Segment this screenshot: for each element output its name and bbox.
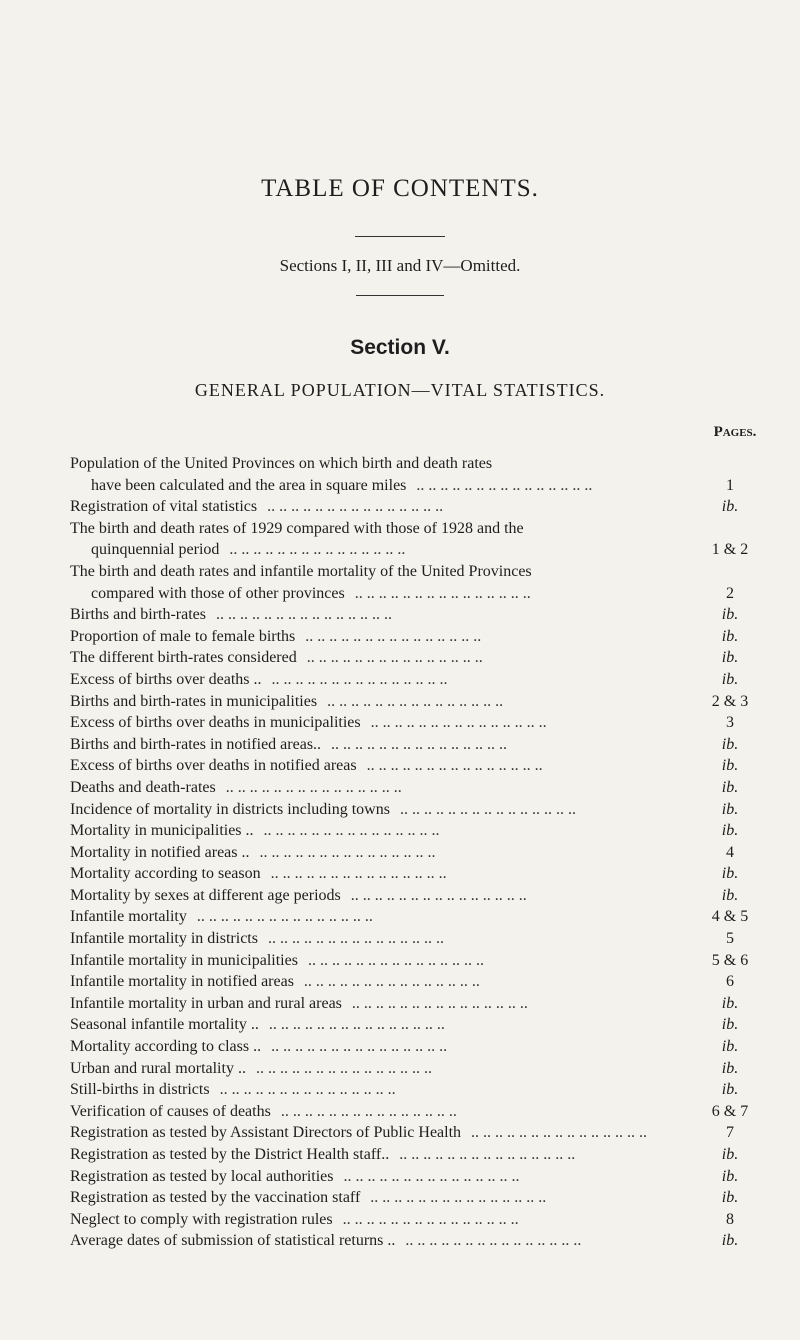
toc-entry-line	[0, 712, 800, 734]
toc-entry-line	[0, 669, 800, 691]
dot-leader: .. .. .. .. .. .. .. .. .. .. .. .. .. .. ..	[280, 1102, 457, 1120]
toc-entry-title: Registration as tested by Assistant Directors of Public Health	[70, 1124, 462, 1142]
toc-entry-page: ib.	[721, 994, 739, 1012]
dot-leader: .. .. .. .. .. .. .. .. .. .. .. .. .. .. ..	[263, 822, 440, 840]
toc-entry-page: 8	[726, 1210, 734, 1228]
toc-entry	[0, 993, 800, 1015]
toc-entry-page: 2	[726, 584, 734, 602]
toc-entry-line	[0, 1101, 800, 1123]
toc-entry	[0, 1209, 800, 1231]
toc-entry-title: Mortality in municipalities ..	[70, 822, 254, 840]
toc-entry-title: Registration as tested by the vaccination staff	[70, 1189, 361, 1207]
toc-entry-line	[0, 496, 800, 518]
toc-entry-page: ib.	[721, 1081, 739, 1099]
toc-entry-line	[0, 647, 800, 669]
toc-entry-page: ib.	[721, 757, 739, 775]
toc-entry-line	[0, 1036, 800, 1058]
toc-entry-line	[0, 755, 800, 777]
toc-entry-title: The different birth-rates considered	[70, 649, 297, 667]
toc-entry-line	[0, 1079, 800, 1101]
toc-entry-title: Neglect to comply with registration rules	[70, 1210, 333, 1228]
toc-entry-title: have been calculated and the area in square miles	[91, 476, 407, 494]
toc-entry	[0, 626, 800, 648]
toc-entry	[0, 885, 800, 907]
dot-leader: .. .. .. .. .. .. .. .. .. .. .. .. .. .. ..	[307, 951, 484, 969]
dot-leader: .. .. .. .. .. .. .. .. .. .. .. .. .. .. ..	[405, 1232, 582, 1250]
toc-entry-title: Excess of births over deaths in municipalities	[70, 714, 361, 732]
toc-entry-title: Seasonal infantile mortality ..	[70, 1016, 259, 1034]
toc-entry-title: Mortality according to class ..	[70, 1038, 262, 1056]
toc-entry-line	[0, 626, 800, 648]
toc-entry-page: ib.	[721, 822, 739, 840]
dot-leader: .. .. .. .. .. .. .. .. .. .. .. .. .. .. ..	[343, 1167, 520, 1185]
toc-entry	[0, 647, 800, 669]
toc-entry	[0, 604, 800, 626]
toc-entry-title: Mortality by sexes at different age periods	[70, 886, 341, 904]
dot-leader: .. .. .. .. .. .. .. .. .. .. .. .. .. .. ..	[267, 930, 444, 948]
toc-entry-title: Population of the United Provinces on which birth and death rates	[70, 455, 493, 472]
toc-entry	[0, 453, 800, 496]
toc-entry-title: Infantile mortality in municipalities	[70, 951, 298, 969]
toc-entry	[0, 1230, 800, 1252]
divider-rule	[356, 295, 444, 296]
toc-entry	[0, 755, 800, 777]
toc-entry-page: ib.	[721, 649, 739, 667]
toc-entry-page: ib.	[721, 627, 739, 645]
toc-entry-line	[0, 1122, 800, 1144]
toc-entry	[0, 799, 800, 821]
toc-entry-title: Infantile mortality in notified areas	[70, 973, 294, 991]
toc-entry-line	[0, 1166, 800, 1188]
toc-entry	[0, 669, 800, 691]
page-title: TABLE OF CONTENTS.	[261, 175, 539, 202]
toc-entry-title: Registration of vital statistics	[70, 498, 258, 516]
toc-entry-line	[0, 1058, 800, 1080]
dot-leader: .. .. .. .. .. .. .. .. .. .. .. .. .. .. ..	[225, 778, 402, 796]
toc-entry-page: ib.	[721, 800, 739, 818]
toc-entry	[0, 820, 800, 842]
dot-leader: .. .. .. .. .. .. .. .. .. .. .. .. .. .. ..	[306, 649, 483, 667]
omitted-sections-note: Sections I, II, III and IV—Omitted.	[279, 256, 521, 275]
toc-entry-title: Infantile mortality in urban and rural areas	[70, 994, 342, 1012]
toc-entry	[0, 777, 800, 799]
toc-entry	[0, 691, 800, 713]
dot-leader: .. .. .. .. .. .. .. .. .. .. .. .. .. .. ..	[342, 1210, 519, 1228]
toc-entry-title: Incidence of mortality in districts including towns	[70, 800, 390, 818]
toc-entry-page: 5 & 6	[711, 951, 749, 969]
dot-leader: .. .. .. .. .. .. .. .. .. .. .. .. .. .. ..	[229, 541, 406, 559]
dot-leader: .. .. .. .. .. .. .. .. .. .. .. .. .. .. ..	[255, 1059, 432, 1077]
toc-entry-page: ib.	[721, 1038, 739, 1056]
toc-entry-title: Infantile mortality	[70, 908, 187, 926]
toc-entry-title: The birth and death rates and infantile mortality of the United Provinces	[70, 562, 532, 580]
toc-entry	[0, 561, 800, 604]
toc-entry-line	[0, 1209, 800, 1231]
toc-entry-page: 2 & 3	[711, 692, 749, 710]
toc-entry-line	[0, 885, 800, 907]
dot-leader: .. .. .. .. .. .. .. .. .. .. .. .. .. .. ..	[471, 1124, 648, 1142]
toc-entry-page: ib.	[721, 1189, 739, 1207]
toc-entry-title: Deaths and death-rates	[70, 778, 216, 796]
toc-entry-line	[0, 993, 800, 1015]
toc-entry-title: Urban and rural mortality ..	[70, 1059, 246, 1077]
toc-entry-line	[0, 1187, 800, 1209]
dot-leader: .. .. .. .. .. .. .. .. .. .. .. .. .. .. ..	[267, 498, 444, 516]
toc-entry-page: ib.	[721, 1146, 739, 1163]
toc-entry	[0, 734, 800, 756]
toc-entry-line	[0, 799, 800, 821]
toc-entry-page: 6 & 7	[711, 1102, 749, 1120]
toc-entry-title: compared with those of other provinces	[91, 584, 345, 602]
toc-entry-line	[0, 777, 800, 799]
toc-entry	[0, 1058, 800, 1080]
toc-entry-page: 3	[726, 714, 734, 732]
toc-entry-page: ib.	[721, 886, 739, 904]
toc-entry-page: ib.	[721, 1016, 739, 1034]
toc-entry-line	[0, 475, 800, 497]
toc-entry-line	[0, 691, 800, 713]
dot-leader: .. .. .. .. .. .. .. .. .. .. .. .. .. .. ..	[399, 800, 576, 818]
toc-entry-line	[0, 539, 800, 561]
pages-column-heading: Pages.	[713, 424, 757, 440]
section-subtitle: GENERAL POPULATION—VITAL STATISTICS.	[194, 380, 606, 400]
toc-entry-page: 5	[726, 930, 734, 948]
dot-leader: .. .. .. .. .. .. .. .. .. .. .. .. .. .. ..	[350, 886, 527, 904]
toc-entry-line	[0, 453, 800, 475]
toc-entry-page: ib.	[721, 778, 739, 796]
dot-leader: .. .. .. .. .. .. .. .. .. .. .. .. .. .. ..	[270, 865, 447, 883]
toc-entry	[0, 928, 800, 950]
toc-entry	[0, 863, 800, 885]
toc-entry-title: Registration as tested by the District Health staff..	[70, 1146, 390, 1163]
toc-entry	[0, 906, 800, 928]
dot-leader: .. .. .. .. .. .. .. .. .. .. .. .. .. .. ..	[271, 1038, 448, 1056]
toc-entry-title: Births and birth-rates in municipalities	[70, 692, 318, 710]
toc-entry-line	[0, 971, 800, 993]
toc-entry-line	[0, 604, 800, 626]
dot-leader: .. .. .. .. .. .. .. .. .. .. .. .. .. .. ..	[215, 606, 392, 624]
toc-entry-page: 6	[726, 973, 734, 991]
toc-entry	[0, 1014, 800, 1036]
toc-entry	[0, 496, 800, 518]
toc-entry-title: The birth and death rates of 1929 compared with those of 1928 and the	[70, 519, 524, 537]
toc-entry-title: Births and birth-rates	[70, 606, 206, 624]
dot-leader: .. .. .. .. .. .. .. .. .. .. .. .. .. .. ..	[351, 994, 528, 1012]
toc-entry-line	[0, 863, 800, 885]
toc-entry-line	[0, 561, 800, 583]
toc-entry-line	[0, 1230, 800, 1252]
dot-leader: .. .. .. .. .. .. .. .. .. .. .. .. .. .. ..	[416, 476, 593, 494]
dot-leader: .. .. .. .. .. .. .. .. .. .. .. .. .. .. ..	[271, 670, 448, 688]
toc-entry	[0, 712, 800, 734]
toc-entry-line	[0, 906, 800, 928]
toc-entry-page: 1	[726, 476, 734, 494]
toc-entry-line	[0, 518, 800, 540]
toc-entry-title: Mortality in notified areas ..	[70, 843, 250, 861]
toc-entry-page: 4 & 5	[711, 908, 749, 926]
contents-list	[0, 453, 800, 1252]
toc-entry-page: ib.	[721, 606, 739, 624]
toc-entry-page: 7	[726, 1124, 734, 1142]
toc-entry	[0, 950, 800, 972]
toc-entry	[0, 1166, 800, 1188]
toc-entry	[0, 842, 800, 864]
toc-entry-page: ib.	[721, 1232, 739, 1250]
dot-leader: .. .. .. .. .. .. .. .. .. .. .. .. .. .. ..	[196, 908, 373, 926]
dot-leader: .. .. .. .. .. .. .. .. .. .. .. .. .. .. ..	[219, 1081, 396, 1099]
toc-entry-page: 4	[726, 843, 734, 861]
toc-entry	[0, 971, 800, 993]
toc-entry-title: Still-births in districts	[70, 1081, 210, 1099]
dot-leader: .. .. .. .. .. .. .. .. .. .. .. .. .. .. ..	[259, 843, 436, 861]
toc-entry-line	[0, 583, 800, 605]
toc-entry	[0, 1036, 800, 1058]
dot-leader: .. .. .. .. .. .. .. .. .. .. .. .. .. .. ..	[370, 714, 547, 732]
toc-entry-line	[0, 734, 800, 756]
toc-entry-title: Proportion of male to female births	[70, 627, 296, 645]
toc-entry-title: Registration as tested by local authorities	[70, 1167, 334, 1185]
toc-entry-page: ib.	[721, 1167, 739, 1185]
dot-leader: .. .. .. .. .. .. .. .. .. .. .. .. .. .. ..	[354, 584, 531, 602]
divider-rule	[355, 236, 445, 237]
dot-leader: .. .. .. .. .. .. .. .. .. .. .. .. .. .. ..	[366, 757, 543, 775]
toc-entry-line	[0, 950, 800, 972]
toc-entry	[0, 1144, 800, 1166]
toc-entry-title: Excess of births over deaths ..	[70, 670, 262, 688]
toc-entry-line	[0, 928, 800, 950]
dot-leader: .. .. .. .. .. .. .. .. .. .. .. .. .. .. ..	[268, 1016, 445, 1034]
dot-leader: .. .. .. .. .. .. .. .. .. .. .. .. .. .. ..	[305, 627, 482, 645]
toc-entry-page: ib.	[721, 670, 739, 688]
toc-entry-title: Mortality according to season	[70, 865, 261, 883]
toc-entry-title: Excess of births over deaths in notified areas	[70, 757, 357, 775]
toc-entry-line	[0, 1144, 800, 1166]
toc-entry-title: Births and birth-rates in notified areas..	[70, 735, 322, 753]
section-heading: Section V.	[350, 336, 450, 359]
toc-entry	[0, 1101, 800, 1123]
dot-leader: .. .. .. .. .. .. .. .. .. .. .. .. .. .. ..	[399, 1146, 576, 1163]
toc-entry-line	[0, 820, 800, 842]
toc-entry-page: ib.	[721, 735, 739, 753]
toc-entry-title: Average dates of submission of statistical returns ..	[70, 1232, 396, 1250]
dot-leader: .. .. .. .. .. .. .. .. .. .. .. .. .. .. ..	[327, 692, 504, 710]
toc-entry	[0, 518, 800, 561]
toc-entry-title: Infantile mortality in districts	[70, 930, 258, 948]
toc-entry-line	[0, 842, 800, 864]
toc-entry-line	[0, 1014, 800, 1036]
dot-leader: .. .. .. .. .. .. .. .. .. .. .. .. .. .. ..	[331, 735, 508, 753]
toc-entry-page: 1 & 2	[711, 541, 749, 559]
dot-leader: .. .. .. .. .. .. .. .. .. .. .. .. .. .. ..	[370, 1189, 547, 1207]
dot-leader: .. .. .. .. .. .. .. .. .. .. .. .. .. .. ..	[303, 973, 480, 991]
toc-entry-page: ib.	[721, 865, 739, 883]
toc-entry-page: ib.	[721, 1059, 739, 1077]
toc-entry-title: Verification of causes of deaths	[70, 1102, 271, 1120]
toc-entry	[0, 1079, 800, 1101]
toc-entry-page: ib.	[721, 498, 739, 516]
toc-entry-title: quinquennial period	[91, 541, 220, 559]
toc-entry	[0, 1187, 800, 1209]
toc-entry	[0, 1122, 800, 1144]
